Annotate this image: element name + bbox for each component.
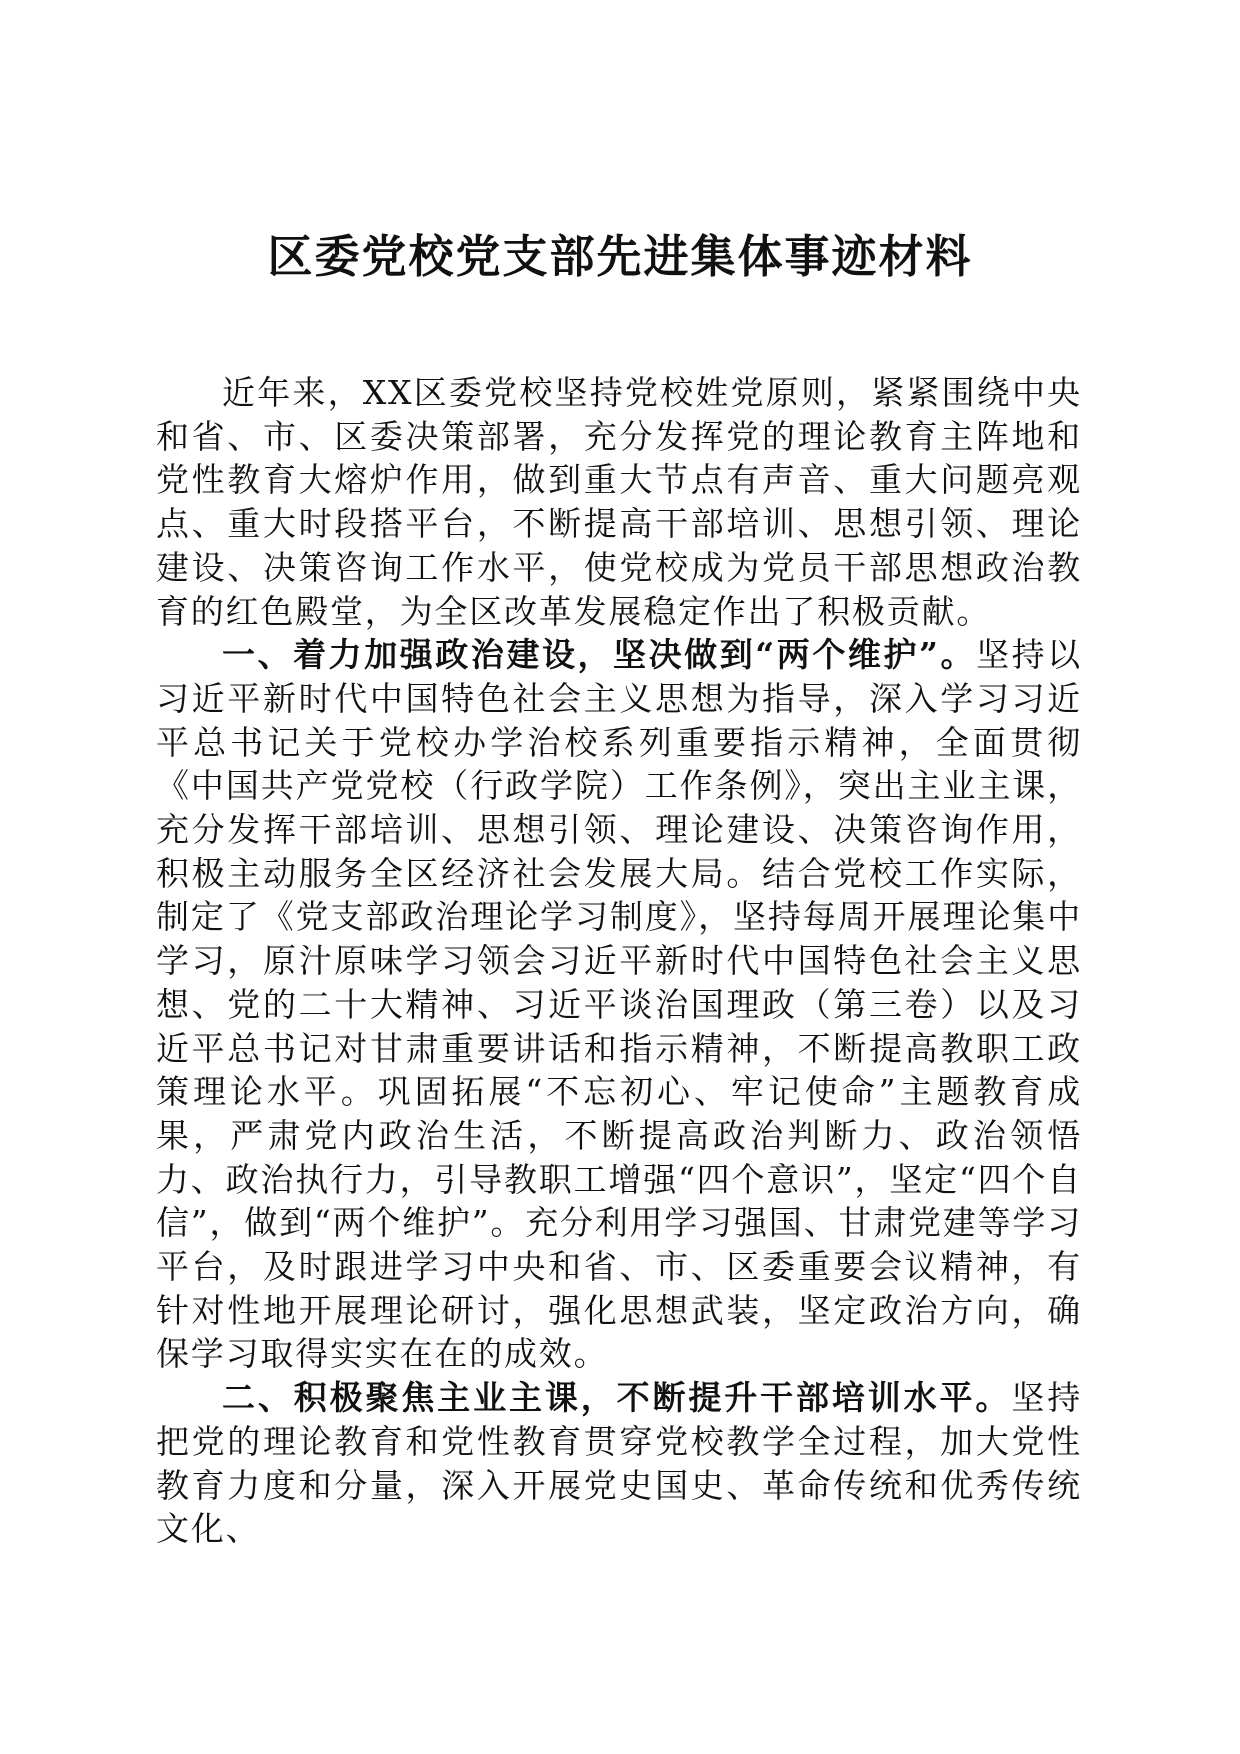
document-title: 区委党校党支部先进集体事迹材料 (267, 230, 973, 283)
section-heading: 二、积极聚焦主业主课，不断提升干部培训水平。 (222, 1378, 1012, 1418)
section-1-paragraph (156, 633, 1082, 1376)
section-2-paragraph (156, 1376, 1082, 1551)
section-heading: 一、着力加强政治建设，坚决做到“两个维护”。 (222, 635, 977, 675)
document-body (156, 371, 1082, 1551)
paragraph-text: 坚持把党的理论教育和党性教育贯穿党校教学全过程，加大党性教育力度和分量，深入开展党史国史、革命传统和优秀传统文化、 (156, 1378, 1082, 1549)
intro-paragraph (156, 371, 1082, 633)
paragraph-text: 坚持以习近平新时代中国特色社会主义思想为指导，深入学习习近平总书记关于党校办学治校系列重要指示精神，全面贯彻《中国共产党党校（行政学院）工作条例》，突出主业主课，充分发挥干部培训、思想引领、理论建设、决策咨询作用，积极主动服务全区经济社会发展大局。结合党校工作实际，制定了《党支部政治理论学习制度》，坚持每周开展理论集中学习，原汁原味学习领会习近平新时代中国特色社会主义思想、党的二十大精神、习近平谈治国理政（第三卷）以及习近平总书记对甘肃重要讲话和指示精神，不断提高教职工政策理论水平。巩固拓展“不忘初心、牢记使命”主题教育成果，严肃党内政治生活，不断提高政治判断力、政治领悟力、政治执行力，引导教职工增强“四个意识”，坚定“四个自信”，做到“两个维护”。充分利用学习强国、甘肃党建等学习平台，及时跟进学习中央和省、市、区委重要会议精神，有针对性地开展理论研讨，强化思想武装，坚定政治方向，确保学习取得实实在在的成效。 (156, 635, 1083, 1374)
paragraph-text: 近年来，XX区委党校坚持党校姓党原则，紧紧围绕中央和省、市、区委决策部署，充分发挥党的理论教育主阵地和党性教育大熔炉作用，做到重大节点有声音、重大问题亮观点、重大时段搭平台，不断提高干部培训、思想引领、理论建设、决策咨询工作水平，使党校成为党员干部思想政治教育的红色殿堂，为全区改革发展稳定作出了积极贡献。 (156, 373, 1082, 631)
